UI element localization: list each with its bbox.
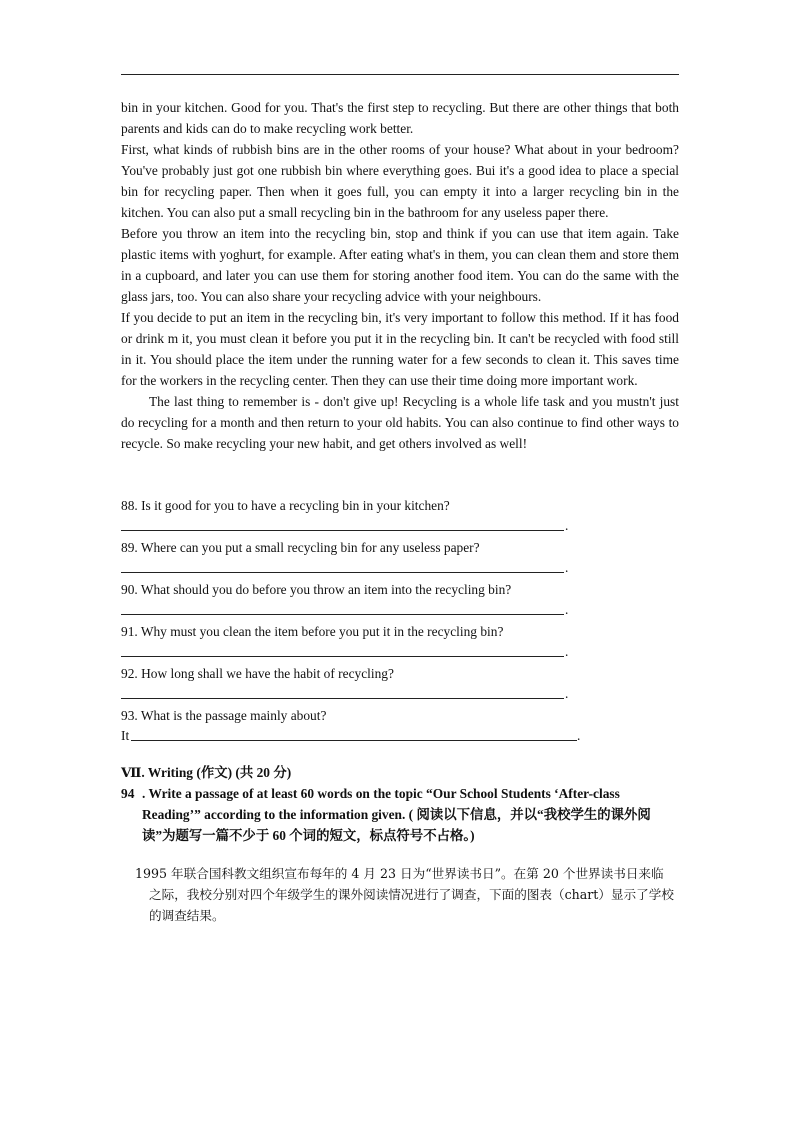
section-title: Ⅶ. Writing (作文) (共 20 分) [121, 765, 292, 780]
info-line: 1995 年联合国科教文组织宣布每年的 4 月 23 日为“世界读书日”。在第 20 个世界读书日来临 [135, 866, 664, 881]
passage-paragraph: First, what kinds of rubbish bins are in the other rooms of your house? What about in your bedroom? You've probably just got one rubbish bin where everything goes. Bui it's a good idea to place a special bin for recycling paper. Then when it goes full, you can empty it into a larger recycling bin in the kitchen. You can also put a small recycling bin in the bathroom for any useless paper there. [121, 142, 679, 220]
answer-blank[interactable] [121, 602, 581, 619]
answer-period: . [565, 560, 569, 575]
question-text: 91. Why must you clean the item before you put it in the recycling bin? [121, 624, 504, 639]
answer-line [121, 698, 564, 699]
question-text: 88. Is it good for you to have a recycling bin in your kitchen? [121, 498, 450, 513]
question-91 [121, 623, 581, 661]
answer-blank[interactable] [121, 644, 581, 661]
answer-blank[interactable] [121, 518, 581, 535]
answer-line [121, 530, 564, 531]
answer-period: . [565, 602, 569, 617]
answer-line [121, 614, 564, 615]
question-text: 89. Where can you put a small recycling bin for any useless paper? [121, 540, 480, 555]
passage-paragraph: Before you throw an item into the recycling bin, stop and think if you can use that item again. Take plastic items with yoghurt, for example. After eating what's in them, you can clean them and store them in a cupboard, and later you can use them for storing another food item. You can do the same with the glass jars, too. You can also share your recycling advice with your neighbours. [121, 226, 679, 304]
answer-blank[interactable] [121, 686, 581, 703]
question-text: 90. What should you do before you throw an item into the recycling bin? [121, 582, 512, 597]
passage-paragraph: If you decide to put an item in the recycling bin, it's very important to follow this method. If it has food or drink m it, you must clean it before you put it in the recycling bin. It can't be recycled with food still in it. You should place the item under the running water for a few seconds to clean it. This saves time for the workers in the recycling center. Then they can use their time doing more important work. [121, 310, 679, 388]
answer-blank[interactable] [121, 560, 581, 577]
question-90 [121, 581, 581, 619]
answer-period: . [565, 644, 569, 659]
writing-task [121, 783, 681, 846]
question-text: 92. How long shall we have the habit of recycling? [121, 666, 394, 681]
writing-info [135, 863, 680, 926]
task-number: 94 [121, 786, 135, 801]
answer-period: . [577, 728, 581, 743]
passage-paragraph: bin in your kitchen. Good for you. That's the first step to recycling. But there are other things that both parents and kids can do to make recycling work better. [121, 100, 679, 136]
answer-line [131, 740, 577, 741]
question-93 [121, 707, 581, 745]
answer-blank[interactable] [121, 728, 581, 745]
question-88 [121, 497, 581, 535]
answer-period: . [565, 686, 569, 701]
answer-line [121, 572, 564, 573]
question-text: 93. What is the passage mainly about? [121, 708, 327, 723]
answer-prefix: It [121, 728, 130, 743]
info-line: 之际，我校分别对四个年级学生的课外阅读情况进行了调查，下面的图表（chart）显示了学校的调查结果。 [149, 887, 674, 923]
reading-passage [121, 97, 679, 454]
passage-paragraph: The last thing to remember is - don't give up! Recycling is a whole life task and you mustn't just do recycling for a month and then return to your old habits. You can also continue to find other ways to recycle. So make recycling your new habit, and get others involved as well! [121, 394, 679, 451]
header-rule [121, 74, 679, 75]
task-instructions: . Write a passage of at least 60 words on the topic “Our School Students ‘After-class Reading’” according to the information given. ( 阅读以下信息，并以“我校学生的课外阅读”为题写一篇不少于 60 个词的短文，标点符号不占格。) [142, 786, 651, 843]
question-92 [121, 665, 581, 703]
question-89 [121, 539, 581, 577]
answer-line [121, 656, 564, 657]
answer-period: . [565, 518, 569, 533]
